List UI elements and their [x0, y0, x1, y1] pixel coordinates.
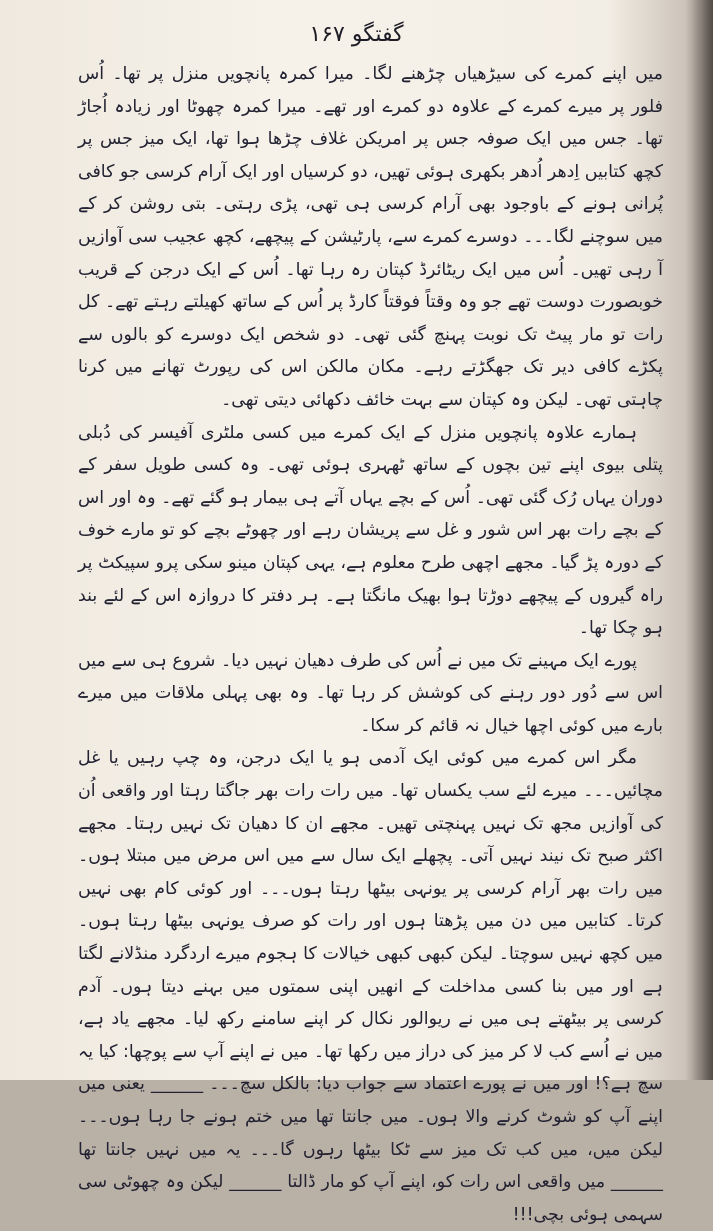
body-text [78, 58, 663, 1231]
paragraph: پورے ایک مہینے تک میں نے اُس کی طرف دھیان نہیں دیا۔ شروع ہی سے میں اس سے دُور دور رہنے کی کوشش کر رہا تھا۔ وہ بھی پہلی ملاقات میں میرے بارے میں کوئی اچھا خیال نہ قائم کر سکا۔ [78, 650, 663, 736]
book-spine-shadow [685, 0, 713, 1080]
page-header: گفتگو ۱۶۷ [309, 22, 404, 47]
paragraph: ہمارے علاوہ پانچویں منزل کے ایک کمرے میں کسی ملٹری آفیسر کی دُبلی پتلی بیوی اپنے تین بچوں کے ساتھ ٹھہری ہوئی تھی۔ وہ کسی طویل سفر کے دوران یہاں رُک گئی تھی۔ اُس کے بچے یہاں آتے ہی بیمار ہو گئے تھے۔ وہ اور اس کے بچے رات بھر اس شور و غل سے پریشان رہے اور چھوٹے بچے کو تو مارے خوف کے دورہ پڑ گیا۔ مجھے اچھی طرح معلوم ہے، یہی کپتان مینو سکی پرو سپیکٹ پر راہ گیروں کے پیچھے دوڑتا ہوا بھیک مانگتا ہے۔ ہر دفتر کا دروازہ اس کے لئے بند ہو چکا تھا۔ [78, 422, 663, 639]
paragraph: میں اپنے کمرے کی سیڑھیاں چڑھنے لگا۔ میرا کمرہ پانچویں منزل پر تھا۔ اُس فلور پر میرے کمرے کے علاوہ دو کمرے اور تھے۔ میرا کمرہ چھوٹا اور زیادہ اُجاڑ تھا۔ جس میں ایک صوفہ جس پر امریکن غلاف چڑھا ہوا تھا، ایک میز جس پر کچھ کتابیں اِدھر اُدھر بکھری ہوئی تھیں، دو کرسیاں اور ایک آرام کرسی جو کافی پُرانی ہونے کے باوجود بھی آرام کرسی ہی تھی، پڑی رہتی۔ بتی روشن کر کے میں سوچنے لگا۔۔۔ دوسرے کمرے سے، پارٹیشن کے پیچھے، کچھ عجیب سی آوازیں آ رہی تھیں۔ اُس میں ایک ریٹائرڈ کپتان رہ رہا تھا۔ اُس کے ایک درجن کے قریب خوبصورت دوست تھے جو وہ وقتاً فوقتاً کارڈ پر اُس کے ساتھ کھیلتے رہتے تھے۔ کل رات تو مار پیٹ تک نوبت پہنچ گئی تھی۔ دو شخص ایک دوسرے کو بالوں سے پکڑے کافی دیر تک جھگڑتے رہے۔ مکان مالکن اس کی رپورٹ تھانے میں کرنا چاہتی تھی۔ لیکن وہ کپتان سے بہت خائف دکھائی دیتی تھی۔ [78, 64, 663, 410]
paragraph: مگر اس کمرے میں کوئی ایک آدمی ہو یا ایک درجن، وہ چپ رہیں یا غل مچائیں۔۔۔ میرے لئے سب یکساں تھا۔ میں رات رات بھر جاگتا رہتا اور واقعی اُن کی آوازیں مجھ تک نہیں پہنچتی تھیں۔ مجھے ان کا دھیان تک نہیں رہتا۔ مجھے اکثر صبح تک نیند نہیں آتی۔ پچھلے ایک سال سے میں اس مرض میں مبتلا ہوں۔ میں رات بھر آرام کرسی پر یونہی بیٹھا رہتا ہوں۔۔۔ اور کوئی کام بھی نہیں کرتا۔ کتابیں میں دن میں پڑھتا ہوں اور رات کو صرف یونہی بیٹھا رہتا ہوں۔ میں کچھ نہیں سوچتا۔ لیکن کبھی کبھی خیالات کا ہجوم میرے اردگرد منڈلانے لگتا ہے اور میں بنا کسی مداخلت کے انھیں اپنی سمتوں میں بہنے دیتا ہوں۔ آدم کرسی پر بیٹھتے ہی میں نے ریوالور نکال کر اپنے سامنے رکھ لیا۔ مجھے یاد ہے، میں نے اُسے کب لا کر میز کی دراز میں رکھا تھا۔ میں نے اپنے آپ سے پوچھا: کیا یہ سچ ہے؟! اور میں نے پورے اعتماد سے جواب دیا: بالکل سچ۔۔۔ ______ یعنی میں اپنے آپ کو شوٹ کرنے والا ہوں۔ میں جانتا تھا میں ختم ہونے جا رہا ہوں۔۔۔ لیکن میں، میں کب تک میز سے ٹکا بیٹھا رہوں گا۔۔۔ یہ میں نہیں جانتا تھا ______ میں واقعی اس رات کو، اپنے آپ کو مار ڈالتا ______ لیکن وہ چھوٹی سی سہمی ہوئی بچی!!! [78, 748, 663, 1225]
